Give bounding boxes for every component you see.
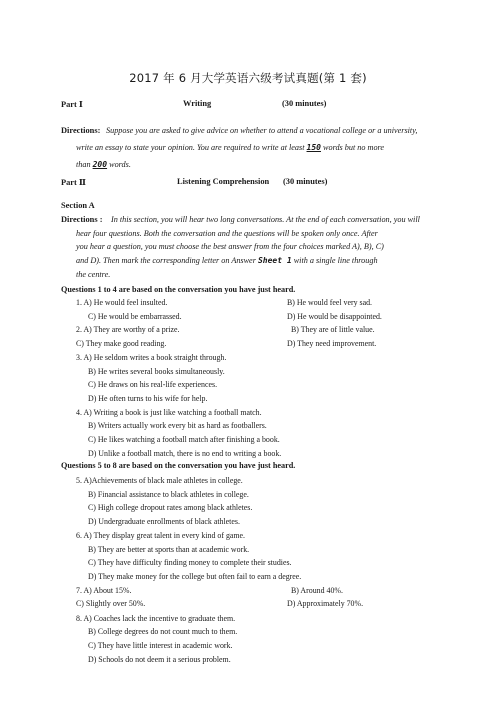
q6-option-b: B) They are better at sports than at academic work. xyxy=(88,545,250,554)
directions-1-line-1: Suppose you are asked to give advice on whether to attend a vocational college or a university, xyxy=(106,126,418,135)
q5-option-b: B) Financial assistance to black athletes in college. xyxy=(88,490,249,499)
q8-option-c: C) They have little interest in academic work. xyxy=(88,641,233,650)
answer-sheet-ref: Sheet 1 xyxy=(257,256,292,265)
q1-option-b: B) He would feel very sad. xyxy=(287,298,373,307)
part-2-name: Listening Comprehension xyxy=(177,177,270,186)
q3-option-d: D) He often turns to his wife for help. xyxy=(88,394,208,403)
q7-option-b: B) Around 40%. xyxy=(291,586,343,595)
directions-2-line-5: the centre. xyxy=(76,270,111,279)
q5-option-d: D) Undergraduate enrollments of black athletes. xyxy=(88,517,240,526)
q8-option-a: 8. A) Coaches lack the incentive to graduate them. xyxy=(76,614,236,623)
part-1-label: Part Ⅰ xyxy=(61,100,83,109)
directions-2-line-2: hear four questions. Both the conversation and the questions will be spoken only once. After xyxy=(76,229,378,238)
part-1-header xyxy=(61,99,327,109)
q2-option-b: B) They are of little value. xyxy=(291,325,375,334)
directions-2-line-1: In this section, you will hear two long conversations. At the end of each conversation, you will xyxy=(111,215,420,224)
directions-1-line-2: write an essay to state your opinion. You are required to write at least 150 words but no more xyxy=(76,143,385,152)
q4-option-d: D) Unlike a football match, there is no end to writing a book. xyxy=(88,449,282,458)
word-min: 150 xyxy=(306,143,321,152)
q5-option-c: C) High college dropout rates among black athletes. xyxy=(88,503,253,512)
section-a-heading: Section A xyxy=(61,201,95,210)
part-2-label: Part Ⅱ xyxy=(61,178,86,187)
questions-5-8-heading: Questions 5 to 8 are based on the conversation you have just heard. xyxy=(61,461,296,470)
q3-option-a: 3. A) He seldom writes a book straight through. xyxy=(76,353,227,362)
directions-2-line-3: you hear a question, you must choose the best answer from the four choices marked A), B), C) xyxy=(76,242,384,251)
q1-option-c: C) He would be embarrassed. xyxy=(88,312,182,321)
directions-2-label: Directions : xyxy=(61,215,103,224)
q6-option-d: D) They make money for the college but often fail to earn a degree. xyxy=(88,572,302,581)
q5-option-a: 5. A)Achievements of black male athletes in college. xyxy=(76,476,243,485)
q2-option-c: C) They make good reading. xyxy=(76,339,167,348)
part-1-time: (30 minutes) xyxy=(282,99,327,108)
q7-option-d: D) Approximately 70%. xyxy=(287,599,364,608)
q3-option-b: B) He writes several books simultaneously. xyxy=(88,367,225,376)
q6-option-a: 6. A) They display great talent in every kind of game. xyxy=(76,531,246,540)
q1-option-d: D) He would be disappointed. xyxy=(287,312,382,321)
q7-option-c: C) Slightly over 50%. xyxy=(76,599,146,608)
part-1-name: Writing xyxy=(183,99,212,108)
q2-option-a: 2. A) They are worthy of a prize. xyxy=(76,325,180,334)
q4-option-c: C) He likes watching a football match after finishing a book. xyxy=(88,435,280,444)
page-title: 2017 年 6 月大学英语六级考试真题(第 1 套) xyxy=(129,71,367,85)
directions-1-line-3: than 200 words. xyxy=(76,160,131,169)
q1-option-a: 1. A) He would feel insulted. xyxy=(76,298,168,307)
q3-option-c: C) He draws on his real-life experiences. xyxy=(88,380,218,389)
part-2-header xyxy=(61,177,328,187)
part-2-time: (30 minutes) xyxy=(283,177,328,186)
questions-1-4-heading: Questions 1 to 4 are based on the conversation you have just heard. xyxy=(61,285,296,294)
directions-2-line-4: and D). Then mark the corresponding letter on Answer Sheet 1 with a single line through xyxy=(76,256,378,265)
q8-option-b: B) College degrees do not count much to them. xyxy=(88,627,238,636)
word-max: 200 xyxy=(92,160,108,169)
q7-option-a: 7. A) About 15%. xyxy=(76,586,132,595)
q4-option-b: B) Writers actually work every bit as hard as footballers. xyxy=(88,421,267,430)
directions-1-label: Directions: xyxy=(61,126,101,135)
q4-option-a: 4. A) Writing a book is just like watching a football match. xyxy=(76,408,262,417)
q8-option-d: D) Schools do not deem it a serious problem. xyxy=(88,655,231,664)
q2-option-d: D) They need improvement. xyxy=(287,339,377,348)
q6-option-c: C) They have difficulty finding money to complete their studies. xyxy=(88,558,292,567)
